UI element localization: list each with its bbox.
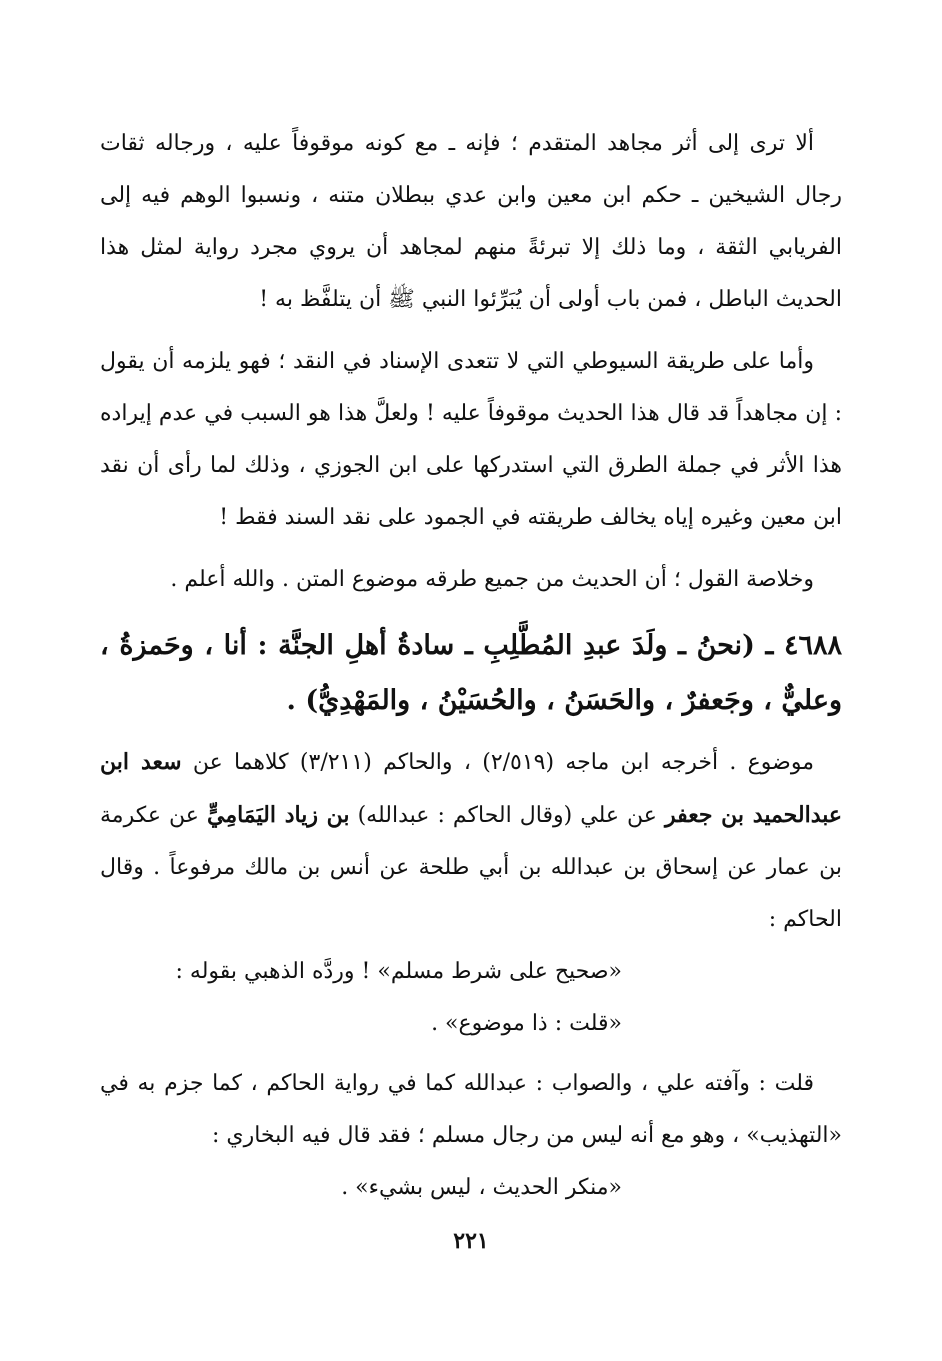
- takhrij-text-2: عن علي (وقال الحاكم : عبدالله): [349, 803, 665, 828]
- narrator-yamami: بن زياد اليَمَامِيٍّ: [206, 802, 350, 828]
- takhrij-text-3: عن عكرمة بن عمار عن إسحاق بن عبدالله بن أبي طلحة عن أنس بن مالك مرفوعاً . وقال الحاكم :: [100, 803, 842, 932]
- paragraph-conclusion: وخلاصة القول ؛ أن الحديث من جميع طرقه موضوع المتن . والله أعلم .: [170, 567, 814, 592]
- quote-hakim: «صحيح على شرط مسلم» ! وردَّه الذهبي بقوله :: [175, 959, 622, 984]
- page-number: ٢٢١: [453, 1228, 489, 1254]
- paragraph-takhrij: [100, 736, 842, 946]
- hadith-text: ٤٦٨٨ ـ (نحنُ ـ ولَدَ عبدِ المُطَّلِبِ ـ سادةُ أهلِ الجنَّة : أنا ، وحَمزةُ ، وعليٌّ ، وجَعفرٌ ، والحَسَنُ ، والحُسَيْنُ ، والمَهْدِيُّ) .: [100, 630, 842, 716]
- page-body: [100, 118, 842, 1214]
- quote-dhahabi: «قلت : ذا موضوع» .: [431, 1011, 622, 1036]
- narrator-saad: سعد ابن عبدالحميد بن جعفر: [100, 749, 843, 828]
- takhrij-text-1: موضوع . أخرجه ابن ماجه (٢/٥١٩) ، والحاكم (٣/٢١١) كلاهما عن: [181, 750, 814, 775]
- paragraph-suyuti-method: وأما على طريقة السيوطي التي لا تتعدى الإسناد في النقد ؛ فهو يلزمه أن يقول : إن مجاهداً قد قال هذا الحديث موقوفاً عليه ! ولعلَّ هذا هو السبب في عدم إيراده هذا الأثر في جملة الطرق التي استدركها على ابن الجوزي ، وذلك لما رأى أن نقد ابن معين وغيره إياه يخالف طريقته في الجمود على نقد السند فقط !: [100, 349, 842, 530]
- paragraph-mujahid-athar: ألا ترى إلى أثر مجاهد المتقدم ؛ فإنه ـ مع كونه موقوفاً عليه ، ورجاله ثقات رجال الشيخين ـ حكم ابن معين وابن عدي ببطلان متنه ، ونسبوا الوهم فيه إلى الفريابي الثقة ، وما ذلك إلا تبرئةً منهم لمجاهد أن يروي مجرد رواية لمثل هذا الحديث الباطل ، فمن باب أولى أن يُبَرِّئوا النبي ﷺ أن يتلفَّظ به !: [100, 131, 842, 312]
- quote-bukhari: «منكر الحديث ، ليس بشيء» .: [341, 1175, 622, 1200]
- paragraph-afatuhu: قلت : وآفته علي ، والصواب : عبدالله كما في رواية الحاكم ، كما جزم به في «التهذيب» ، وهو مع أنه ليس من رجال مسلم ؛ فقد قال فيه البخاري :: [100, 1071, 842, 1148]
